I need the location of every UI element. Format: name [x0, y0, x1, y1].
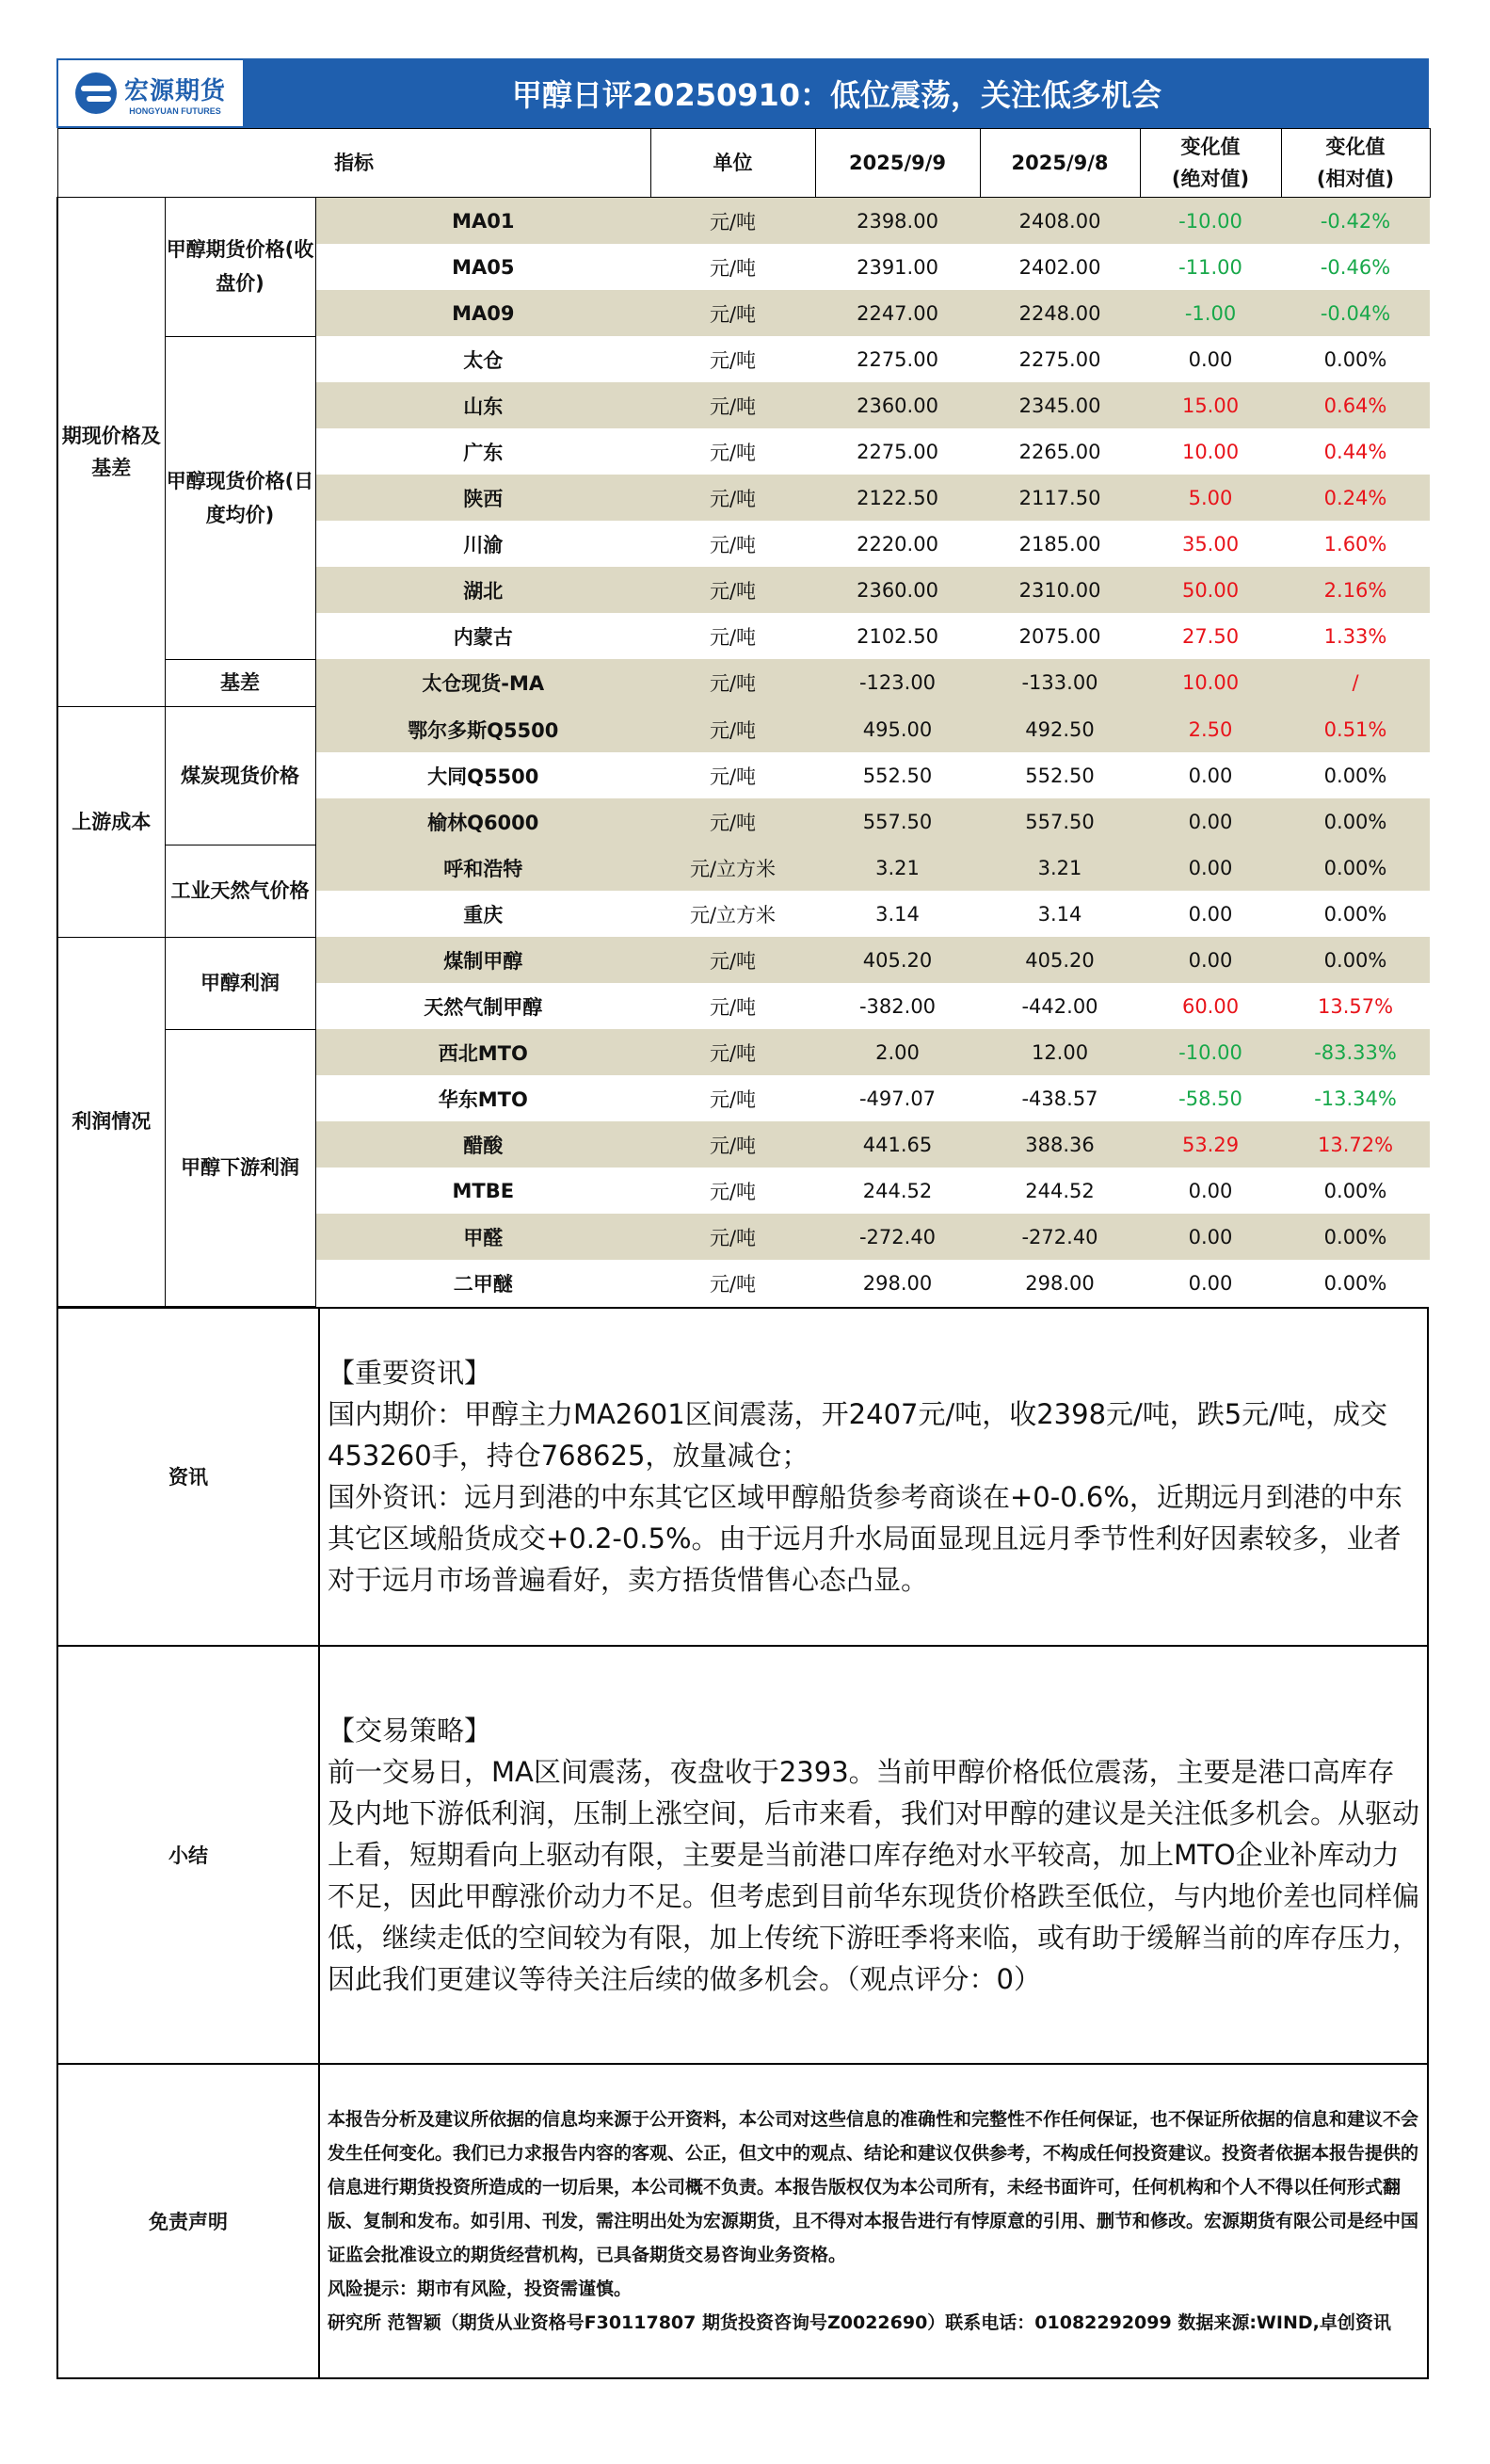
risk-warning: 风险提示：期市有风险，投资需谨慎。 — [328, 2278, 633, 2299]
value-date1: 2.00 — [815, 1029, 980, 1075]
news-paragraph-foreign: 国外资讯：远月到港的中东其它区域甲醇船货参考商谈在+0-0.6%，近期远月到港的中东其它区域船货成交+0.2-0.5%。由于远月升水局面显现且远月季节性利好因素较多，业者对于远月市场普遍看好，卖方捂货惜售心态凸显。 — [328, 1481, 1402, 1596]
unit-cell: 元/吨 — [650, 290, 815, 336]
summary-paragraph: 前一交易日，MA区间震荡，夜盘收于2393。当前甲醇价格低位震荡，主要是港口高库存及内地下游低利润，压制上涨空间，后市来看，我们对甲醇的建议是关注低多机会。从驱动上看，短期看向上驱动有限，主要是当前港口库存绝对水平较高，加上MTO企业补库动力不足，因此甲醇涨价动力不足。但考虑到目前华东现货价格跌至低位，与内地价差也同样偏低，继续走低的空间较为有限，加上传统下游旺季将来临，或有助于缓解当前的库存压力，因此我们更建议等待关注后续的做多机会。（观点评分：0） — [328, 1755, 1420, 1995]
abs-change: 0.00 — [1188, 1271, 1233, 1295]
unit-cell: 元/吨 — [650, 475, 815, 521]
value-date1: 2275.00 — [857, 440, 938, 463]
abs-change: 0.00 — [1188, 347, 1233, 371]
value-date2: 405.20 — [980, 937, 1140, 983]
abs-change: 50.00 — [1140, 567, 1281, 613]
abs-change: -11.00 — [1178, 255, 1242, 279]
value-date2: -272.40 — [980, 1214, 1140, 1260]
value-date2: 2275.00 — [1018, 347, 1101, 371]
abs-change: -58.50 — [1178, 1087, 1242, 1110]
value-date1: 552.50 — [862, 764, 933, 787]
rel-change: 0.64% — [1281, 382, 1430, 428]
unit-cell: 元/吨 — [650, 198, 815, 245]
value-date1: 2220.00 — [857, 532, 938, 556]
value-date1: 2398.00 — [815, 198, 980, 245]
value-date2: 3.21 — [980, 845, 1140, 891]
value-date1: 2275.00 — [857, 347, 938, 371]
indicator-name: MA09 — [315, 290, 650, 336]
value-date2: 3.14 — [1037, 902, 1082, 926]
unit-cell: 元/吨 — [650, 659, 815, 706]
report-header — [56, 58, 1429, 128]
rel-change: -0.46% — [1320, 255, 1391, 279]
news-section — [57, 1308, 1428, 1646]
rel-change: 0.00% — [1323, 902, 1387, 926]
indicator-name: MA05 — [452, 255, 515, 279]
summary-body — [319, 1646, 1428, 2064]
indicator-name: 天然气制甲醇 — [424, 995, 543, 1019]
unit-cell: 元/吨 — [650, 567, 815, 613]
value-date1: 2122.50 — [815, 475, 980, 521]
unit-cell: 元/吨 — [650, 1029, 815, 1075]
unit-cell: 元/立方米 — [650, 845, 815, 891]
unit-cell: 元/吨 — [650, 706, 815, 752]
abs-change: 0.00 — [1140, 845, 1281, 891]
summary-section — [57, 1646, 1428, 2064]
unit-cell: 元/吨 — [709, 533, 757, 556]
report-sheet — [56, 58, 1429, 2379]
rel-change: 0.00% — [1281, 937, 1430, 983]
unit-cell: 元/吨 — [650, 382, 815, 428]
abs-change: 0.00 — [1140, 937, 1281, 983]
value-date2: 492.50 — [980, 706, 1140, 752]
unit-cell: 元/吨 — [709, 995, 757, 1019]
value-date2: 2265.00 — [1018, 440, 1101, 463]
logo-name-en: HONGYUAN FUTURES — [129, 105, 221, 116]
value-date1: -272.40 — [815, 1214, 980, 1260]
value-date1: 2391.00 — [857, 255, 938, 279]
indicator-name: 榆林Q6000 — [315, 798, 650, 845]
disclaimer-section — [57, 2064, 1428, 2378]
unit-cell: 元/吨 — [709, 625, 757, 649]
rel-change: 0.00% — [1281, 798, 1430, 845]
subcategory-gas: 工业天然气价格 — [165, 845, 315, 937]
value-date2: 2345.00 — [980, 382, 1140, 428]
col-date2: 2025/9/8 — [980, 129, 1140, 198]
value-date2: -133.00 — [980, 659, 1140, 706]
col-abs-change: 变化值 (绝对值) — [1140, 129, 1281, 198]
value-date2: 12.00 — [980, 1029, 1140, 1075]
indicator-name: 呼和浩特 — [315, 845, 650, 891]
value-date1: 3.14 — [875, 902, 920, 926]
rel-change: -13.34% — [1314, 1087, 1397, 1110]
summary-label: 小结 — [57, 1646, 319, 2064]
report-title: 甲醇日评20250910：低位震荡，关注低多机会 — [511, 77, 1162, 113]
table-header-row — [57, 129, 1430, 198]
indicator-name: 甲醛 — [315, 1214, 650, 1260]
unit-cell: 元/吨 — [650, 1214, 815, 1260]
rel-change: 0.00% — [1323, 764, 1387, 787]
indicator-name: 太仓 — [463, 348, 504, 372]
abs-change: 0.00 — [1188, 902, 1233, 926]
unit-cell: 元/吨 — [650, 937, 815, 983]
rel-change: 0.00% — [1323, 1179, 1387, 1202]
subcategory-meth_profit: 甲醇利润 — [165, 937, 315, 1029]
category-upstream: 上游成本 — [57, 706, 165, 937]
indicator-name: 重庆 — [463, 903, 504, 926]
value-date2: 388.36 — [980, 1121, 1140, 1168]
table-row — [57, 845, 1430, 891]
value-date1: 441.65 — [815, 1121, 980, 1168]
value-date2: 244.52 — [1025, 1179, 1095, 1202]
abs-change: 0.00 — [1188, 1179, 1233, 1202]
indicator-name: 大同Q5500 — [427, 765, 539, 788]
value-date2: 2408.00 — [980, 198, 1140, 245]
value-date2: 557.50 — [980, 798, 1140, 845]
value-date1: 2247.00 — [815, 290, 980, 336]
indicator-name: 川渝 — [463, 533, 504, 556]
indicator-name: 二甲醚 — [453, 1272, 513, 1296]
subcategory-spot: 甲醇现货价格(日度均价) — [165, 336, 315, 659]
news-body — [319, 1308, 1428, 1646]
table-row — [57, 937, 1430, 983]
value-date1: 3.21 — [815, 845, 980, 891]
abs-change: 5.00 — [1140, 475, 1281, 521]
abs-change: 10.00 — [1140, 659, 1281, 706]
unit-cell: 元/立方米 — [689, 903, 777, 926]
subcategory-futures: 甲醇期货价格(收盘价) — [165, 198, 315, 337]
unit-cell: 元/吨 — [650, 1121, 815, 1168]
rel-change: 1.60% — [1323, 532, 1387, 556]
abs-change: 0.00 — [1140, 798, 1281, 845]
disclaimer-body — [319, 2064, 1428, 2378]
table-row — [57, 1029, 1430, 1075]
unit-cell: 元/吨 — [709, 765, 757, 788]
rel-change: 0.44% — [1323, 440, 1387, 463]
abs-change: 27.50 — [1181, 624, 1240, 648]
abs-change: 35.00 — [1181, 532, 1240, 556]
indicator-name: 山东 — [315, 382, 650, 428]
value-date2: 2185.00 — [1018, 532, 1101, 556]
value-date1: 2360.00 — [815, 382, 980, 428]
value-date2: 2075.00 — [1018, 624, 1101, 648]
category-price: 期现价格及基差 — [57, 198, 165, 707]
logo-name: 宏源期货 — [123, 76, 226, 105]
abs-change: 0.00 — [1140, 1214, 1281, 1260]
abs-change: -10.00 — [1140, 1029, 1281, 1075]
logo-icon — [75, 72, 117, 114]
table-row — [57, 198, 1430, 245]
abs-change: 60.00 — [1181, 994, 1240, 1018]
abs-change: 0.00 — [1188, 764, 1233, 787]
value-date1: 405.20 — [815, 937, 980, 983]
indicator-name: 广东 — [463, 441, 504, 464]
value-date1: 2102.50 — [857, 624, 938, 648]
indicator-table — [56, 128, 1431, 1307]
indicator-name: 陕西 — [315, 475, 650, 521]
news-label: 资讯 — [57, 1308, 319, 1646]
rel-change: 0.51% — [1281, 706, 1430, 752]
abs-change: 2.50 — [1140, 706, 1281, 752]
abs-change: 10.00 — [1181, 440, 1240, 463]
news-heading: 【重要资讯】 — [328, 1357, 492, 1389]
col-unit: 单位 — [650, 129, 815, 198]
rel-change: 0.00% — [1323, 347, 1387, 371]
abs-change: 15.00 — [1140, 382, 1281, 428]
table-row — [57, 336, 1430, 382]
abs-change: -1.00 — [1140, 290, 1281, 336]
unit-cell: 元/吨 — [709, 256, 757, 280]
indicator-name: 内蒙古 — [453, 625, 513, 649]
disclaimer-label: 免责声明 — [57, 2064, 319, 2378]
analyst-info: 研究所 范智颖（期货从业资格号F30117807 期货投资咨询号Z0022690）联系电话：01082292099 数据来源:WIND,卓创资讯 — [328, 2311, 1391, 2333]
rel-change: 2.16% — [1281, 567, 1430, 613]
indicator-name: 华东MTO — [438, 1087, 528, 1111]
disclaimer-text: 本报告分析及建议所依据的信息均来源于公开资料，本公司对这些信息的准确性和完整性不作任何保证，也不保证所依据的信息和建议不会发生任何变化。我们已力求报告内容的客观、公正，但文中的观点、结论和建议仅供参考，不构成任何投资建议。投资者依据本报告提供的信息进行期货投资所造成的一切后果，本公司概不负责。本报告版权仅为本公司所有，未经书面许可，任何机构和个人不得以任何形式翻版、复制和发布。如引用、刊发，需注明出处为宏源期货，且不得对本报告进行有悖原意的引用、删节和修改。宏源期货有限公司是经中国证监会批准设立的期货经营机构，已具备期货交易咨询业务资格。 — [328, 2108, 1419, 2265]
value-date2: -442.00 — [1021, 994, 1098, 1018]
subcategory-coal: 煤炭现货价格 — [165, 706, 315, 845]
indicator-name: 鄂尔多斯Q5500 — [315, 706, 650, 752]
rel-change: 0.00% — [1323, 1271, 1387, 1295]
indicator-name: 煤制甲醇 — [315, 937, 650, 983]
value-date1: 298.00 — [862, 1271, 933, 1295]
subcategory-down_profit: 甲醇下游利润 — [165, 1029, 315, 1306]
indicator-name: MTBE — [452, 1179, 515, 1202]
value-date1: 495.00 — [815, 706, 980, 752]
value-date2: 298.00 — [1025, 1271, 1095, 1295]
commentary-table — [56, 1307, 1429, 2379]
value-date1: 2360.00 — [815, 567, 980, 613]
indicator-name: 醋酸 — [315, 1121, 650, 1168]
unit-cell: 元/吨 — [709, 1087, 757, 1111]
rel-change: 13.72% — [1281, 1121, 1430, 1168]
unit-cell: 元/吨 — [709, 1272, 757, 1296]
table-row — [57, 659, 1430, 706]
value-date2: 2402.00 — [1018, 255, 1101, 279]
value-date1: 557.50 — [815, 798, 980, 845]
rel-change: -0.04% — [1281, 290, 1430, 336]
indicator-name: 太仓现货-MA — [315, 659, 650, 706]
value-date2: -438.57 — [1021, 1087, 1098, 1110]
abs-change: -10.00 — [1140, 198, 1281, 245]
rel-change: -0.42% — [1281, 198, 1430, 245]
col-indicator: 指标 — [57, 129, 650, 198]
rel-change: 0.24% — [1281, 475, 1430, 521]
value-date1: 244.52 — [862, 1179, 933, 1202]
rel-change: / — [1281, 659, 1430, 706]
rel-change: 0.00% — [1281, 1214, 1430, 1260]
rel-change: 13.57% — [1317, 994, 1394, 1018]
unit-cell: 元/吨 — [709, 1180, 757, 1203]
rel-change: 0.00% — [1281, 845, 1430, 891]
indicator-name: 西北MTO — [315, 1029, 650, 1075]
value-date1: -497.07 — [858, 1087, 937, 1110]
value-date2: 2248.00 — [980, 290, 1140, 336]
unit-cell: 元/吨 — [650, 798, 815, 845]
news-paragraph-domestic: 国内期价：甲醇主力MA2601区间震荡，开2407元/吨，收2398元/吨，跌5元/吨，成交453260手，持仓768625，放量减仓； — [328, 1398, 1388, 1472]
indicator-name: 湖北 — [315, 567, 650, 613]
value-date2: 2117.50 — [980, 475, 1140, 521]
unit-cell: 元/吨 — [709, 441, 757, 464]
value-date2: 2310.00 — [980, 567, 1140, 613]
rel-change: -83.33% — [1281, 1029, 1430, 1075]
value-date2: 552.50 — [1025, 764, 1095, 787]
value-date1: -382.00 — [858, 994, 937, 1018]
unit-cell: 元/吨 — [709, 348, 757, 372]
company-logo — [56, 58, 245, 128]
subcategory-basis: 基差 — [165, 659, 315, 706]
category-profit: 利润情况 — [57, 937, 165, 1306]
indicator-name: MA01 — [315, 198, 650, 245]
value-date1: -123.00 — [815, 659, 980, 706]
abs-change: 53.29 — [1140, 1121, 1281, 1168]
summary-heading: 【交易策略】 — [328, 1714, 492, 1747]
col-rel-change: 变化值 (相对值) — [1281, 129, 1430, 198]
rel-change: 1.33% — [1323, 624, 1387, 648]
col-date1: 2025/9/9 — [815, 129, 980, 198]
table-row — [57, 706, 1430, 752]
